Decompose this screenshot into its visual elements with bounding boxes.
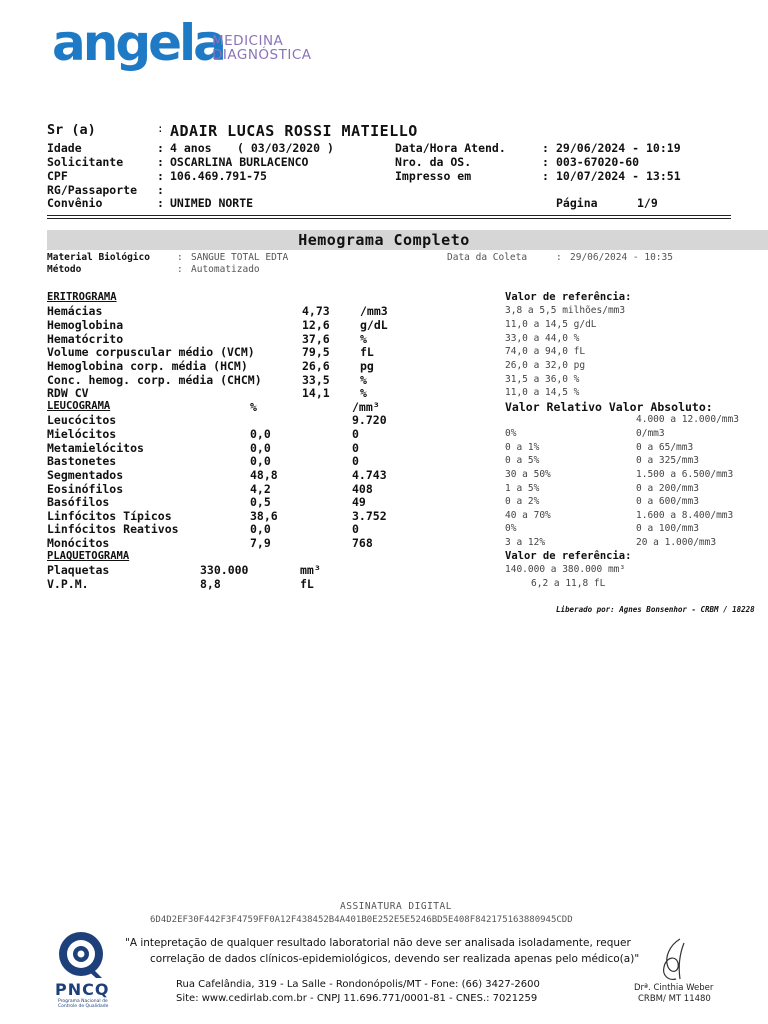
leuco-ref-abs: 1.500 a 6.500/mm3 [636, 469, 734, 480]
eri-value: 4,73 [302, 304, 330, 318]
leuco-label: Eosinófilos [47, 482, 124, 496]
patient-name: ADAIR LUCAS ROSSI MATIELLO [170, 122, 418, 140]
leuco-ref-rel: 1 a 5% [505, 483, 540, 494]
leuco-abs: 49 [352, 495, 366, 509]
material-value: SANGUE TOTAL EDTA [191, 252, 289, 263]
plaquetas-label: Plaquetas [47, 563, 110, 577]
leuco-col-abs: /mm³ [352, 400, 380, 414]
colon: : [542, 169, 549, 183]
leucocitos-label: Leucócitos [47, 413, 117, 427]
solicitante-value: OSCARLINA BURLACENCO [170, 155, 309, 169]
vpm-unit: fL [300, 577, 314, 591]
signature-icon [650, 935, 700, 985]
colon: : [157, 155, 164, 169]
colon: : [157, 196, 164, 210]
leuco-ref-abs: 1.600 a 8.400/mm3 [636, 510, 734, 521]
eri-unit: g/dL [360, 318, 388, 332]
exam-title: Hemograma Completo [298, 231, 470, 249]
eri-unit: % [360, 332, 367, 346]
eri-value: 37,6 [302, 332, 330, 346]
eri-value: 26,6 [302, 359, 330, 373]
leucocitos-value: 9.720 [352, 413, 387, 427]
pncq-text: PNCQ [55, 980, 110, 999]
leuco-label: Metamielócitos [47, 441, 144, 455]
eri-label: RDW CV [47, 386, 89, 400]
eri-label: Hemoglobina [47, 318, 124, 332]
eri-label: Hemácias [47, 304, 103, 318]
leuco-pct: 0,0 [250, 454, 271, 468]
eri-ref: 11,0 a 14,5 g/dL [505, 319, 597, 330]
leuco-pct: 0,0 [250, 522, 271, 536]
eri-unit: % [360, 386, 367, 400]
leuco-abs: 0 [352, 522, 359, 536]
leuco-ref-abs: 0 a 100/mm3 [636, 523, 699, 534]
leuco-abs: 0 [352, 454, 359, 468]
leuco-ref-rel: 0 a 1% [505, 442, 540, 453]
eri-ref: 3,8 a 5,5 milhões/mm3 [505, 305, 626, 316]
eri-ref: 74,0 a 94,0 fL [505, 346, 586, 357]
leuco-ref-title: Valor Relativo Valor Absoluto: [505, 400, 713, 414]
leuco-ref-abs: 0/mm3 [636, 428, 665, 439]
plaquetas-ref: 140.000 a 380.000 mm³ [505, 564, 626, 575]
eri-ref: 31,5 a 36,0 % [505, 374, 580, 385]
disclaimer-line2: correlação de dados clínicos-epidemiológicos, devendo ser realizada apenas pelo médico(a)" [150, 953, 640, 965]
pncq-sub-line2: Controle de Qualidade [58, 1004, 109, 1009]
leuco-ref-rel: 0 a 5% [505, 455, 540, 466]
divider [47, 215, 731, 216]
plaquetograma-title: PLAQUETOGRAMA [47, 550, 130, 562]
signer-name: Drª. Cinthia Weber [634, 983, 714, 993]
address-line2: Site: www.cedirlab.com.br - CNPJ 11.696.771/0001-81 - CNES.: 7021259 [176, 993, 538, 1004]
vpm-value: 8,8 [200, 577, 221, 591]
logo-subtitle [212, 34, 312, 62]
colon: : [556, 252, 562, 263]
leuco-col-pct: % [250, 400, 257, 414]
leuco-label: Bastonetes [47, 454, 117, 468]
nro-os-value: 003-67020-60 [556, 155, 640, 169]
pagina-value: 1/9 [637, 196, 658, 210]
leuco-ref-rel: 0 a 2% [505, 496, 540, 507]
data-atend-value: 29/06/2024 - 10:19 [556, 141, 681, 155]
eri-value: 33,5 [302, 373, 330, 387]
signature-graphic [650, 935, 700, 985]
colon: : [177, 252, 183, 263]
eri-unit: /mm3 [360, 304, 388, 318]
leucograma-title: LEUCOGRAMA [47, 400, 111, 412]
colon: : [157, 183, 164, 197]
eri-unit: pg [360, 359, 374, 373]
eri-ref: 26,0 a 32,0 pg [505, 360, 586, 371]
logo-sub-line2: DIAGNÓSTICA [212, 47, 312, 63]
leuco-label: Linfócitos Típicos [47, 509, 172, 523]
data-atend-label: Data/Hora Atend. [395, 141, 506, 155]
impresso-value: 10/07/2024 - 13:51 [556, 169, 681, 183]
leuco-ref-rel: 0% [505, 523, 517, 534]
solicitante-label: Solicitante [47, 155, 124, 169]
pagina-label: Página [556, 196, 598, 210]
pncq-sub-line1: Programa Nacional de [58, 999, 108, 1004]
eri-unit: % [360, 373, 367, 387]
assinatura-label: ASSINATURA DIGITAL [340, 901, 452, 912]
logo-text: angela [52, 14, 224, 72]
colon: : [157, 169, 164, 183]
leuco-pct: 4,2 [250, 482, 271, 496]
idade-label: Idade [47, 141, 82, 155]
leuco-abs: 768 [352, 536, 373, 550]
coleta-value: 29/06/2024 - 10:35 [570, 252, 673, 263]
metodo-value: Automatizado [191, 264, 260, 275]
address-line1: Rua Cafelândia, 319 - La Salle - Rondonópolis/MT - Fone: (66) 3427-2600 [176, 979, 540, 990]
pncq-icon [52, 930, 110, 982]
leuco-pct: 0,0 [250, 427, 271, 441]
signer-reg: CRBM/ MT 11480 [638, 994, 711, 1004]
sr-label: Sr (a) [47, 122, 96, 138]
eri-ref: 33,0 a 44,0 % [505, 333, 580, 344]
convenio-label: Convênio [47, 196, 103, 210]
plaquetograma-ref-title: Valor de referência: [505, 550, 632, 562]
colon: : [542, 141, 549, 155]
leuco-label: Segmentados [47, 468, 124, 482]
leuco-ref-abs: 0 a 325/mm3 [636, 455, 699, 466]
idade-value: 4 anos [170, 141, 212, 155]
leuco-pct: 48,8 [250, 468, 278, 482]
impresso-label: Impresso em [395, 169, 472, 183]
logo-wordmark [52, 14, 224, 72]
eri-label: Hematócrito [47, 332, 124, 346]
leuco-ref-rel: 40 a 70% [505, 510, 551, 521]
colon: : [177, 264, 183, 275]
leuco-ref-rel: 30 a 50% [505, 469, 551, 480]
pncq-logo [52, 930, 110, 982]
divider [47, 218, 731, 219]
liberado-por: Liberado por: Agnes Bonsenhor - CRBM / 18228 [556, 605, 755, 614]
leuco-abs: 0 [352, 427, 359, 441]
leuco-label: Monócitos [47, 536, 110, 550]
leuco-pct: 7,9 [250, 536, 271, 550]
cpf-value: 106.469.791-75 [170, 169, 267, 183]
nro-os-label: Nro. da OS. [395, 155, 472, 169]
leuco-label: Basófilos [47, 495, 110, 509]
colon: : [542, 155, 549, 169]
colon: : [157, 141, 164, 155]
material-label: Material Biológico [47, 252, 150, 263]
coleta-label: Data da Coleta [447, 252, 528, 263]
leuco-pct: 0,5 [250, 495, 271, 509]
eri-label: Volume corpuscular médio (VCM) [47, 345, 255, 359]
disclaimer-line1: "A intepretação de qualquer resultado laboratorial não deve ser analisada isoladamente, requer [125, 937, 631, 949]
logo-sub-line1: MEDICINA [212, 33, 284, 49]
leuco-label: Linfócitos Reativos [47, 522, 179, 536]
leucocitos-ref: 4.000 a 12.000/mm3 [636, 414, 739, 425]
colon: : [157, 122, 164, 135]
leuco-ref-abs: 0 a 65/mm3 [636, 442, 694, 453]
leuco-abs: 408 [352, 482, 373, 496]
plaquetas-value: 330.000 [200, 563, 249, 577]
leuco-ref-abs: 0 a 600/mm3 [636, 496, 699, 507]
eri-value: 12,6 [302, 318, 330, 332]
leuco-ref-abs: 0 a 200/mm3 [636, 483, 699, 494]
eri-unit: fL [360, 345, 374, 359]
plaquetas-unit: mm³ [300, 563, 321, 577]
assinatura-hash: 6D4D2EF30F442F3F4759FF0A12F438452B4A401B0E252E5E5246BD5E408F842175163880945CDD [150, 915, 573, 925]
eritrograma-ref-title: Valor de referência: [505, 291, 632, 303]
leuco-abs: 4.743 [352, 468, 387, 482]
leuco-ref-rel: 3 a 12% [505, 537, 546, 548]
leuco-pct: 38,6 [250, 509, 278, 523]
leuco-ref-abs: 20 a 1.000/mm3 [636, 537, 717, 548]
convenio-value: UNIMED NORTE [170, 196, 254, 210]
metodo-label: Método [47, 264, 82, 275]
vpm-ref: 6,2 a 11,8 fL [531, 578, 606, 589]
rg-label: RG/Passaporte [47, 183, 138, 197]
vpm-label: V.P.M. [47, 577, 89, 591]
leuco-abs: 0 [352, 441, 359, 455]
pncq-subtitle [58, 999, 108, 1009]
leuco-abs: 3.752 [352, 509, 387, 523]
eri-value: 79,5 [302, 345, 330, 359]
leuco-label: Mielócitos [47, 427, 117, 441]
leuco-pct: 0,0 [250, 441, 271, 455]
eri-ref: 11,0 a 14,5 % [505, 387, 580, 398]
eritrograma-title: ERITROGRAMA [47, 291, 117, 303]
eri-label: Conc. hemog. corp. média (CHCM) [47, 373, 262, 387]
eri-label: Hemoglobina corp. média (HCM) [47, 359, 248, 373]
cpf-label: CPF [47, 169, 68, 183]
eri-value: 14,1 [302, 386, 330, 400]
birth-date: ( 03/03/2020 ) [237, 141, 334, 155]
leuco-ref-rel: 0% [505, 428, 517, 439]
